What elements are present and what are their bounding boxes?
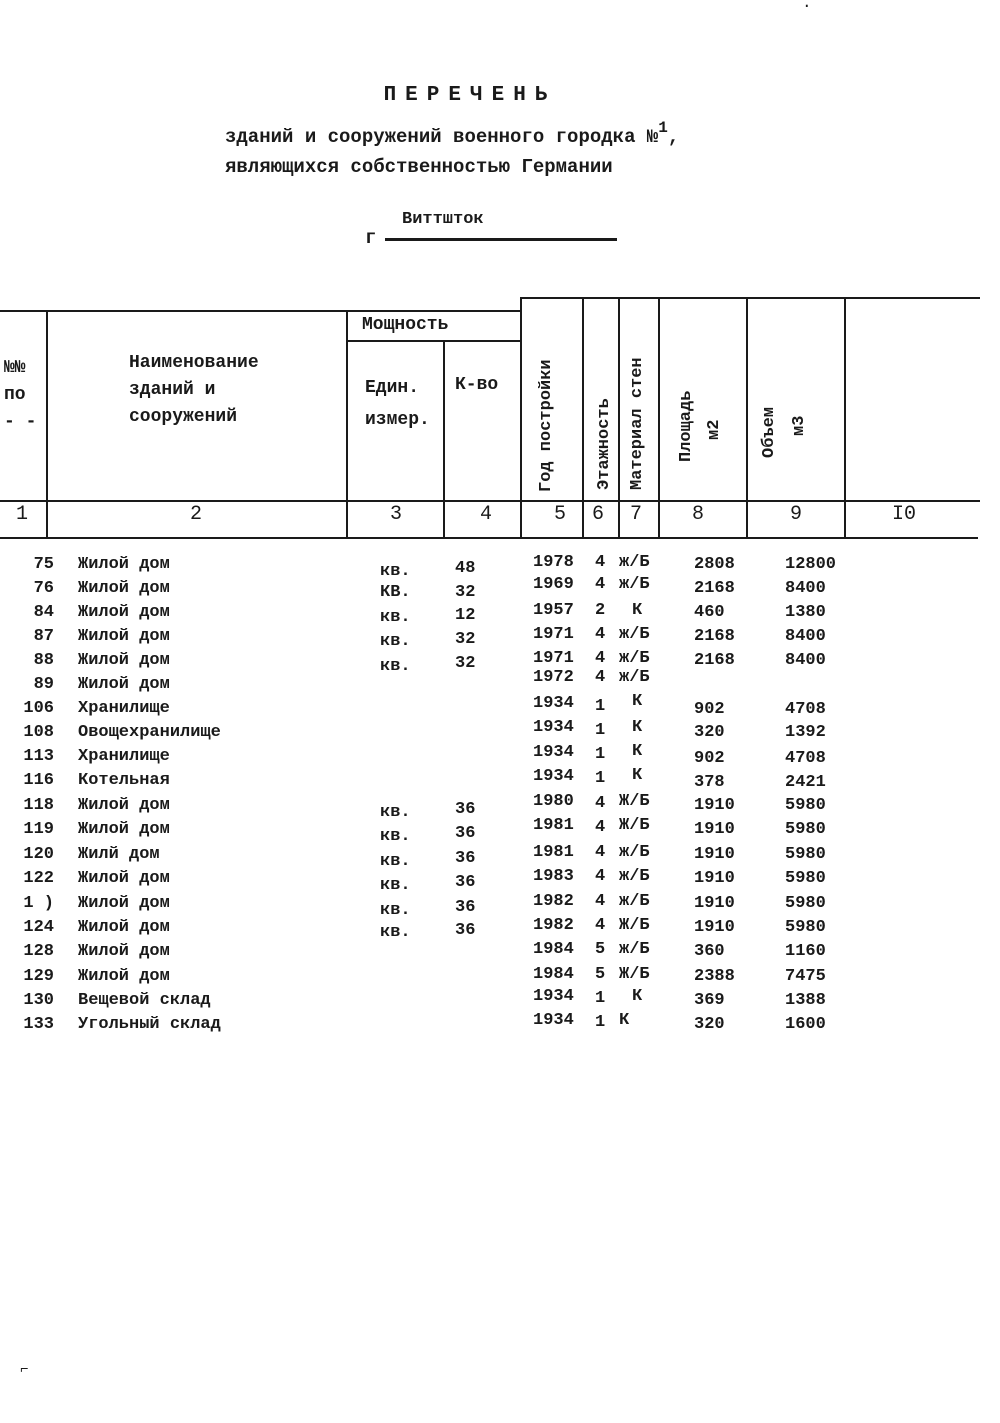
- row-material: Ж/Б: [619, 965, 650, 984]
- scan-speck: .: [802, 0, 812, 12]
- row-material: Ж/Б: [619, 816, 650, 835]
- row-year: 1972: [533, 668, 574, 687]
- row-volume: 7475: [785, 967, 826, 986]
- row-number: 119: [23, 820, 54, 839]
- row-unit: КВ.: [380, 583, 411, 602]
- row-year: 1980: [533, 792, 574, 811]
- row-material: ж/Б: [619, 668, 650, 687]
- subtitle-prefix: зданий и сооружений военного городка №: [225, 126, 659, 148]
- row-number: 133: [23, 1015, 54, 1034]
- column-number-7: 7: [630, 503, 643, 526]
- row-name: Жилой дом: [78, 796, 170, 815]
- row-name: Жилой дом: [78, 967, 170, 986]
- header-unit-line2: измер.: [365, 410, 430, 430]
- col-divider-7: [658, 298, 660, 539]
- table-row: [0, 942, 1000, 966]
- header-number-line2: по: [4, 385, 26, 405]
- row-material: ж/Б: [619, 892, 650, 911]
- row-number: 116: [23, 771, 54, 790]
- row-material: ж/Б: [619, 867, 650, 886]
- header-capacity: Мощность: [362, 315, 449, 335]
- row-volume: 2421: [785, 773, 826, 792]
- row-name: Жилой дом: [78, 869, 170, 888]
- row-material: К: [632, 742, 643, 761]
- row-number: 130: [23, 991, 54, 1010]
- row-area: 902: [694, 749, 725, 768]
- row-floors: 4: [595, 818, 606, 837]
- row-name: Котельная: [78, 771, 170, 790]
- column-number-8: 8: [692, 503, 705, 526]
- table-row: [0, 742, 1000, 771]
- row-number: 87: [33, 627, 54, 646]
- town-number: 1: [658, 119, 668, 137]
- row-area: 1910: [694, 845, 735, 864]
- row-floors: 1: [595, 745, 606, 764]
- row-year: 1983: [533, 867, 574, 886]
- row-year: 1957: [533, 601, 574, 620]
- row-volume: 8400: [785, 627, 826, 646]
- table-row: [0, 869, 1000, 893]
- row-floors: 5: [595, 965, 606, 984]
- row-floors: 4: [595, 867, 606, 886]
- row-year: 1984: [533, 940, 574, 959]
- row-number: 129: [23, 967, 54, 986]
- row-unit: кв.: [380, 608, 411, 627]
- row-number: 128: [23, 942, 54, 961]
- table-row: [0, 894, 1000, 918]
- row-year: 1934: [533, 718, 574, 737]
- row-area: 320: [694, 1015, 725, 1034]
- column-number-6: 6: [592, 503, 605, 526]
- row-number: 1 ): [23, 894, 54, 913]
- row-name: Жилой дом: [78, 627, 170, 646]
- row-name: Жилой дом: [78, 675, 170, 694]
- column-number-2: 2: [190, 503, 203, 526]
- row-year: 1984: [533, 965, 574, 984]
- row-material: ж/Б: [619, 553, 650, 572]
- row-year: 1934: [533, 694, 574, 713]
- row-floors: 1: [595, 697, 606, 716]
- header-number-line1: №№: [4, 358, 26, 378]
- row-area: 320: [694, 723, 725, 742]
- row-year: 1934: [533, 743, 574, 762]
- row-year: 1981: [533, 816, 574, 835]
- row-year: 1934: [533, 1011, 574, 1030]
- row-name: Жилой дом: [78, 942, 170, 961]
- row-unit: кв.: [380, 803, 411, 822]
- row-year: 1982: [533, 892, 574, 911]
- header-bottom-border: [0, 500, 980, 502]
- row-floors: 1: [595, 769, 606, 788]
- row-floors: 4: [595, 553, 606, 572]
- row-floors: 4: [595, 794, 606, 813]
- table-row: [0, 1011, 1000, 1039]
- row-name: Жилой дом: [78, 603, 170, 622]
- row-unit: кв.: [380, 901, 411, 920]
- row-area: 2168: [694, 579, 735, 598]
- row-material: ж/Б: [619, 625, 650, 644]
- row-volume: 4708: [785, 700, 826, 719]
- row-quantity: 36: [455, 849, 476, 868]
- row-area: 1910: [694, 918, 735, 937]
- table-row: [0, 816, 1000, 846]
- table-row: [0, 766, 1000, 795]
- row-volume: 5980: [785, 796, 826, 815]
- row-name: Жилой дом: [78, 579, 170, 598]
- row-volume: 1388: [785, 991, 826, 1010]
- header-unit-line1: Един.: [365, 378, 420, 398]
- header-material: Материал стен: [628, 357, 647, 490]
- row-number: 76: [33, 579, 54, 598]
- row-material: К: [632, 692, 643, 711]
- row-name: Вещевой склад: [78, 991, 211, 1010]
- row-floors: 4: [595, 649, 606, 668]
- row-floors: 1: [595, 1013, 606, 1032]
- row-area: 369: [694, 991, 725, 1010]
- row-unit: кв.: [380, 632, 411, 651]
- row-area: 1910: [694, 869, 735, 888]
- row-number: 118: [23, 796, 54, 815]
- row-year: 1934: [533, 767, 574, 786]
- row-material: К: [632, 766, 643, 785]
- row-area: 360: [694, 942, 725, 961]
- table-row: [0, 627, 1000, 651]
- table-row: [0, 718, 1000, 747]
- document-subtitle-line2: являющихся собственностью Германии: [225, 156, 613, 178]
- row-number: 120: [23, 845, 54, 864]
- row-name: Угольный склад: [78, 1015, 221, 1034]
- col-divider-5: [582, 298, 584, 539]
- row-area: 2388: [694, 967, 735, 986]
- row-name: Овощехранилище: [78, 723, 221, 742]
- row-quantity: 32: [455, 583, 476, 602]
- row-volume: 1392: [785, 723, 826, 742]
- row-name: Жилой дом: [78, 820, 170, 839]
- row-floors: 4: [595, 625, 606, 644]
- row-year: 1982: [533, 916, 574, 935]
- row-unit: кв.: [380, 852, 411, 871]
- row-floors: 5: [595, 940, 606, 959]
- row-name: Жилой дом: [78, 894, 170, 913]
- row-year: 1971: [533, 649, 574, 668]
- col-divider-9: [844, 298, 846, 539]
- city-name: Виттшток: [402, 210, 484, 229]
- row-area: 2168: [694, 651, 735, 670]
- row-name: Хранилище: [78, 747, 170, 766]
- row-floors: 1: [595, 989, 606, 1008]
- col-divider-2: [346, 311, 348, 539]
- row-floors: 4: [595, 843, 606, 862]
- row-number: 88: [33, 651, 54, 670]
- header-name-line3: сооружений: [129, 407, 238, 427]
- row-quantity: 36: [455, 873, 476, 892]
- header-name-line1: Наименование: [129, 353, 259, 373]
- row-floors: 4: [595, 668, 606, 687]
- col-divider-6: [618, 298, 620, 539]
- row-unit: кв.: [380, 657, 411, 676]
- row-quantity: 36: [455, 898, 476, 917]
- table-row: [0, 792, 1000, 822]
- column-number-5: 5: [554, 503, 567, 526]
- scan-mark: ⌐: [20, 1362, 29, 1378]
- row-material: К: [619, 1011, 630, 1030]
- row-material: Ж/Б: [619, 792, 650, 811]
- header-unit: [365, 372, 430, 436]
- header-name: [129, 350, 259, 431]
- header-volume-unit: м3: [790, 415, 809, 436]
- col-divider-1: [46, 311, 48, 539]
- city-underline: [385, 238, 617, 241]
- subtitle-suffix: ,: [667, 126, 680, 148]
- top-border-right: [520, 297, 980, 299]
- row-material: Ж/Б: [619, 916, 650, 935]
- document-subtitle-line1: [225, 119, 680, 148]
- row-number: 106: [23, 699, 54, 718]
- row-quantity: 32: [455, 654, 476, 673]
- table-row: [0, 575, 1000, 603]
- row-floors: 4: [595, 575, 606, 594]
- row-area: 2808: [694, 555, 735, 574]
- row-material: К: [632, 601, 643, 620]
- row-area: 378: [694, 773, 725, 792]
- table-row: [0, 603, 1000, 627]
- row-volume: 5980: [785, 845, 826, 864]
- row-year: 1978: [533, 553, 574, 572]
- row-volume: 4708: [785, 749, 826, 768]
- row-volume: 5980: [785, 869, 826, 888]
- col-divider-8: [746, 298, 748, 539]
- row-area: 1910: [694, 894, 735, 913]
- row-floors: 4: [595, 892, 606, 911]
- row-area: 1910: [694, 820, 735, 839]
- row-number: 84: [33, 603, 54, 622]
- row-material: ж/Б: [619, 940, 650, 959]
- city-prefix: г: [365, 227, 377, 249]
- row-volume: 5980: [785, 820, 826, 839]
- column-number-10: I0: [892, 503, 917, 526]
- header-floors: Этажность: [595, 398, 614, 490]
- row-quantity: 36: [455, 921, 476, 940]
- table-row: [0, 692, 1000, 723]
- row-area: 460: [694, 603, 725, 622]
- row-material: ж/Б: [619, 649, 650, 668]
- row-name: Жилой дом: [78, 918, 170, 937]
- table-row: [0, 918, 1000, 942]
- row-volume: 1380: [785, 603, 826, 622]
- header-volume-label: Объем: [760, 406, 779, 458]
- table-row: [0, 668, 1000, 699]
- colnum-bottom-border: [0, 537, 978, 539]
- row-volume: 12800: [785, 555, 837, 574]
- row-number: 108: [23, 723, 54, 742]
- row-floors: 1: [595, 721, 606, 740]
- row-unit: кв.: [380, 562, 411, 581]
- col-divider-3: [443, 341, 445, 539]
- row-name: Хранилище: [78, 699, 170, 718]
- row-area: 902: [694, 700, 725, 719]
- header-year: Год постройки: [537, 359, 556, 492]
- table-row: [0, 987, 1000, 1015]
- row-floors: 4: [595, 916, 606, 935]
- row-number: 89: [33, 675, 54, 694]
- column-number-4: 4: [480, 503, 493, 526]
- row-year: 1934: [533, 987, 574, 1006]
- row-name: Жилой дом: [78, 555, 170, 574]
- row-year: 1969: [533, 575, 574, 594]
- row-number: 113: [23, 747, 54, 766]
- row-year: 1971: [533, 625, 574, 644]
- row-area: 2168: [694, 627, 735, 646]
- row-material: К: [632, 718, 643, 737]
- row-volume: 1600: [785, 1015, 826, 1034]
- header-area-label: Площадь: [677, 390, 696, 462]
- capacity-divider: [348, 340, 520, 342]
- row-volume: 8400: [785, 579, 826, 598]
- row-name: Жилой дом: [78, 651, 170, 670]
- row-material: ж/Б: [619, 575, 650, 594]
- row-quantity: 36: [455, 824, 476, 843]
- row-area: 1910: [694, 796, 735, 815]
- header-area-unit: м2: [705, 419, 724, 440]
- row-quantity: 12: [455, 606, 476, 625]
- row-material: ж/Б: [619, 843, 650, 862]
- header-quantity: К-во: [455, 375, 499, 395]
- col-divider-4: [520, 298, 522, 539]
- row-volume: 1160: [785, 942, 826, 961]
- row-volume: 5980: [785, 894, 826, 913]
- row-number: 124: [23, 918, 54, 937]
- row-number: 75: [33, 555, 54, 574]
- row-unit: кв.: [380, 827, 411, 846]
- header-number: [4, 355, 36, 436]
- row-name: Жилй дом: [78, 845, 160, 864]
- table-row: [0, 555, 1000, 579]
- table-row: [0, 651, 1000, 675]
- row-volume: 8400: [785, 651, 826, 670]
- row-year: 1981: [533, 843, 574, 862]
- column-number-9: 9: [790, 503, 803, 526]
- header-name-line2: зданий и: [129, 380, 216, 400]
- row-unit: кв.: [380, 876, 411, 895]
- row-number: 122: [23, 869, 54, 888]
- row-floors: 2: [595, 601, 606, 620]
- row-unit: кв.: [380, 923, 411, 942]
- row-quantity: 48: [455, 559, 476, 578]
- row-quantity: 36: [455, 800, 476, 819]
- table-row: [0, 845, 1000, 869]
- row-quantity: 32: [455, 630, 476, 649]
- column-number-3: 3: [390, 503, 403, 526]
- table-row: [0, 967, 1000, 991]
- column-number-1: 1: [16, 503, 29, 526]
- row-volume: 5980: [785, 918, 826, 937]
- document-title: ПЕРЕЧЕНЬ: [383, 84, 557, 107]
- header-number-line3: - -: [4, 412, 37, 432]
- row-material: К: [632, 987, 643, 1006]
